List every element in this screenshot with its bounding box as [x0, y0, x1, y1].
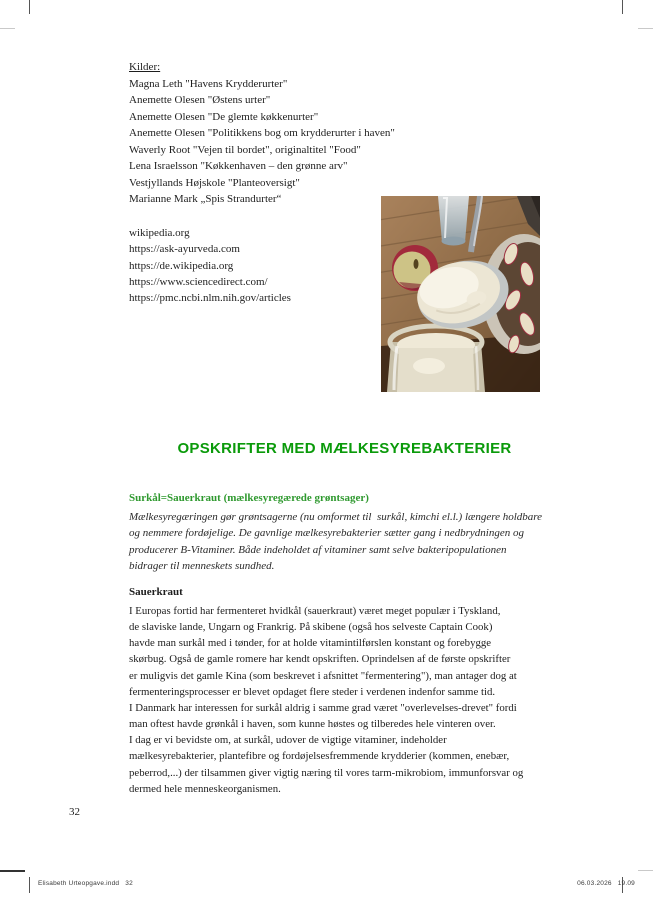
- body-line: de slaviske lande, Ungarn og Frankrig. På skibene (også hos selveste Captain Cook): [129, 621, 493, 634]
- food-photo: [381, 196, 540, 392]
- link-wikipedia[interactable]: wikipedia.org: [129, 227, 190, 239]
- link-pmc-ncbi[interactable]: https://pmc.ncbi.nlm.nih.gov/articles: [129, 292, 291, 305]
- crop-mark-bottom-left-horizontal: [0, 870, 25, 872]
- source-line: Anemette Olesen "Politikkens bog om krydderurter i haven": [129, 127, 395, 139]
- link-ask-ayurveda[interactable]: https://ask-ayurveda.com: [129, 243, 240, 256]
- sources-list: [129, 59, 395, 208]
- footer-filename: Elisabeth Urteopgave.indd 32: [38, 880, 133, 887]
- footer-datetime: 06.03.2026 19.09: [577, 880, 635, 887]
- intro-paragraph: [129, 509, 542, 574]
- intro-line: Mælkesyregæringen gør grøntsagerne (nu omformet til surkål, kimchi el.l.) længere holdbare: [129, 511, 543, 523]
- link-de-wikipedia[interactable]: https://de.wikipedia.org: [129, 259, 234, 272]
- link-sciencedirect[interactable]: https://www.sciencedirect.com/: [129, 275, 268, 288]
- source-line: Marianne Mark „Spis Strandurter“: [129, 193, 282, 205]
- body-line: dermed hele menneskeorganismen.: [129, 782, 281, 795]
- source-line: Vestjyllands Højskole "Planteoversigt": [129, 176, 300, 189]
- body-line: fermenteringsprocesser er blevet opdaget flere steder i verdenen indenfor samme tid.: [129, 685, 496, 698]
- page-number: 32: [69, 806, 80, 818]
- body-line: I dag er vi bevidste om, at surkål, udover de vigtige vitaminer, indeholder: [129, 734, 447, 747]
- crop-mark-top-right-vertical: [622, 0, 623, 14]
- body-line: havde man surkål med i tønder, for at holde vitamintilførslen konstant og forebygge: [129, 637, 492, 650]
- crop-mark-top-right-horizontal: [638, 28, 653, 29]
- body-line: I Danmark har interessen for surkål aldrig i samme grad været "overlevelses-drevet" fordi: [129, 701, 517, 714]
- crop-mark-top-left-horizontal: [0, 28, 15, 29]
- source-line: Magna Leth "Havens Krydderurter": [129, 77, 288, 90]
- source-line: Anemette Olesen "De glemte køkkenurter": [129, 110, 319, 123]
- sources-heading: Kilder:: [129, 61, 161, 73]
- body-line: er muligvis det gamle Kina (som beskrevet i afsnittet "fermentering"), man antager dog at: [129, 669, 517, 682]
- body-paragraph: [129, 603, 523, 797]
- intro-line: bidrager til menneskets sundhed.: [129, 559, 275, 572]
- water-glass: [438, 196, 469, 246]
- crop-mark-top-left-vertical: [29, 0, 30, 14]
- intro-line: og nemmere fordøjelige. De gavnlige mælkesyrebakterier sætter gang i nedbrydningen og: [129, 527, 524, 540]
- source-line: Waverly Root "Vejen til bordet", originaltitel "Food": [129, 143, 361, 156]
- body-line: man oftest havde grønkål i haven, som kunne høstes og tilberedes hele vinteren over.: [129, 718, 496, 731]
- section-heading: Sauerkraut: [129, 586, 183, 598]
- crop-mark-bottom-right-horizontal: [638, 870, 653, 871]
- source-line: Lena Israelsson "Køkkenhaven – den grønne arv": [129, 160, 348, 172]
- body-line: peberrod,...) der tilsammen giver vigtig næring til vores tarm-mikrobiom, immunforsvar og: [129, 766, 524, 779]
- source-line: Anemette Olesen "Østens urter": [129, 94, 271, 106]
- intro-line: producerer B-Vitaminer. Både indeholdet af vitaminer samt selve bakteripopulationen: [129, 543, 507, 556]
- crop-mark-bottom-left-vertical: [29, 877, 30, 893]
- body-line: mælkesyrebakterier, plantefibre og fordøjelsesfremmende krydderier (kommen, enebær,: [129, 750, 510, 763]
- chapter-title: OPSKRIFTER MED MÆLKESYREBAKTERIER: [177, 440, 512, 457]
- body-line: skørbug. Også de gamle romere har kendt opskriften. Oprindelsen af de første opskrifter: [129, 653, 511, 666]
- section-subtitle: Surkål=Sauerkraut (mælkesyregærede grøntsager): [129, 492, 369, 504]
- links-list: [129, 225, 291, 306]
- body-line: I Europas fortid har fermenteret hvidkål (sauerkraut) været meget populær i Tyskland,: [129, 605, 501, 617]
